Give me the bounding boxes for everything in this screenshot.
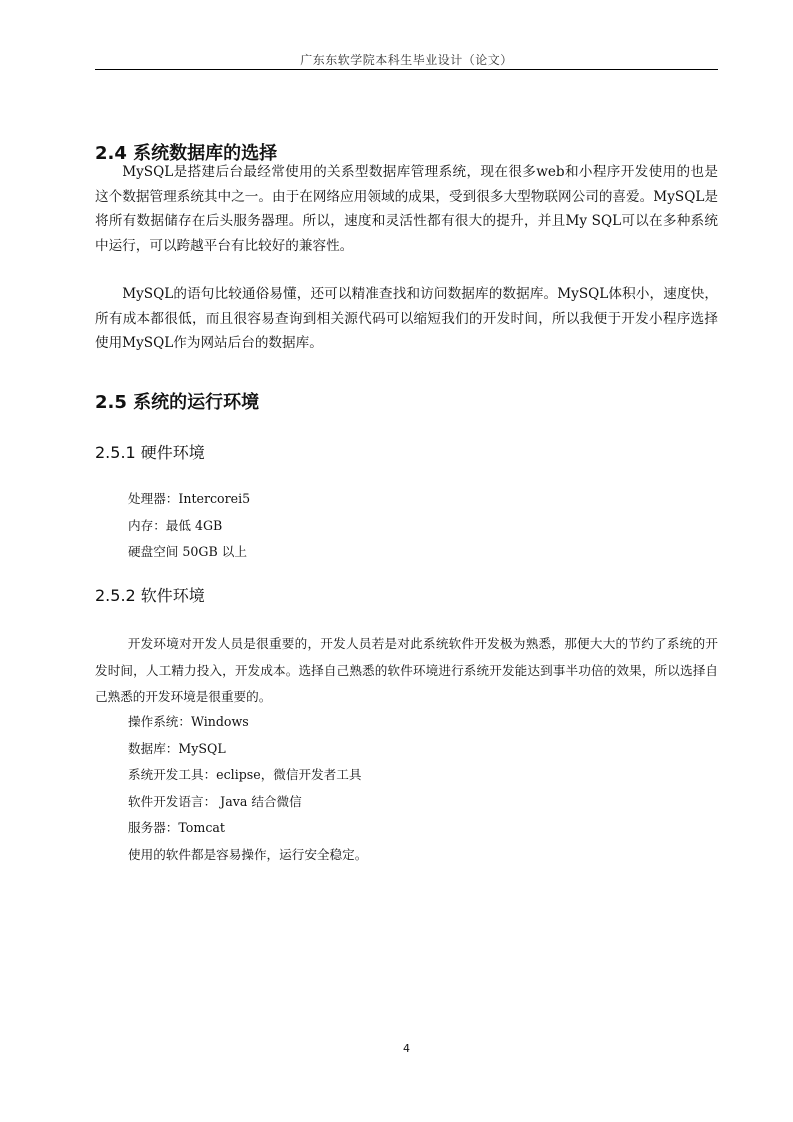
section-heading-2-5-2: 2.5.2 软件环境 <box>95 586 205 605</box>
list-item-server: 服务器：Tomcat <box>128 820 225 835</box>
list-item-os: 操作系统：Windows <box>128 714 249 729</box>
list-item-cpu: 处理器：Intercorei5 <box>128 491 251 506</box>
list-item-summary: 使用的软件都是容易操作，运行安全稳定。 <box>128 846 368 862</box>
header-divider <box>95 69 718 70</box>
software-list <box>128 709 367 868</box>
page-number: 4 <box>403 1042 410 1055</box>
list-item-memory: 内存：最低 4GB <box>128 517 223 533</box>
hardware-list <box>128 486 250 566</box>
section-heading-2-5-1: 2.5.1 硬件环境 <box>95 443 205 462</box>
list-item-database: 数据库：MySQL <box>128 740 226 756</box>
paragraph-mysql-advantages: MySQL的语句比较通俗易懂，还可以精准查找和访问数据库的数据库。MySQL体积小，速度快，所有成本都很低，而且很容易查询到相关源代码可以缩短我们的开发时间，所以我便于开发小程序选择使用MySQL作为网站后台的数据库。 <box>95 286 718 351</box>
paragraph-software-env: 开发环境对开发人员是很重要的，开发人员若是对此系统软件开发极为熟悉，那便大大的节约了系统的开发时间，人工精力投入，开发成本。选择自己熟悉的软件环境进行系统开发能达到事半功倍的效果，所以选择自己熟悉的开发环境是很重要的。 <box>95 636 718 704</box>
list-item-language: 软件开发语言： Java 结合微信 <box>128 793 302 809</box>
section-heading-2-5: 2.5 系统的运行环境 <box>95 392 260 413</box>
list-item-disk: 硬盘空间 50GB 以上 <box>128 544 247 559</box>
section-heading-2-4: 2.4 系统数据库的选择 <box>95 143 278 164</box>
page-header: 广东东软学院本科生毕业设计（论文） <box>300 53 513 67</box>
list-item-dev-tools: 系统开发工具：eclipse，微信开发者工具 <box>128 767 362 782</box>
paragraph-mysql-intro: MySQL是搭建后台最经常使用的关系型数据库管理系统，现在很多web和小程序开发使用的也是这个数据管理系统其中之一。由于在网络应用领域的成果，受到很多大型物联网公司的喜爱。MySQL是将所有数据储存在后头服务器理。所以，速度和灵活性都有很大的提升，并且My SQL可以在多种系统中运行，可以跨越平台有比较好的兼容性。 <box>95 164 718 254</box>
